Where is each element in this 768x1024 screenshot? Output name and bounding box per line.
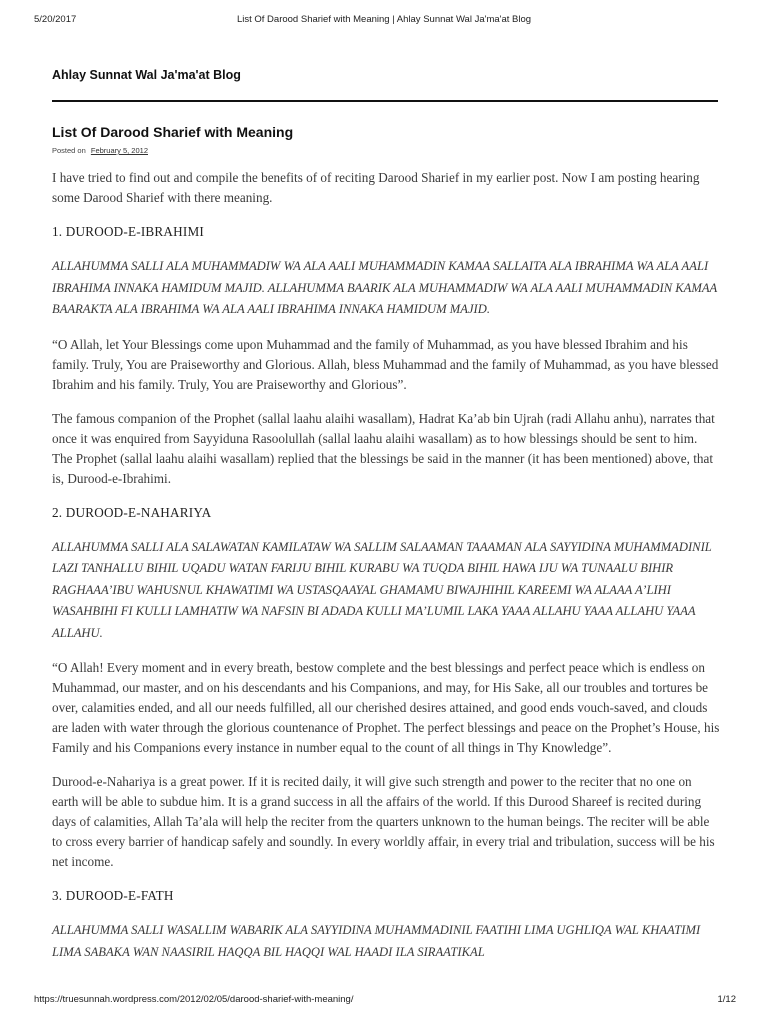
print-page-title: List Of Darood Sharief with Meaning | Ahlay Sunnat Wal Ja'ma'at Blog bbox=[236, 14, 532, 25]
section-3-arabic: ALLAHUMMA SALLI WASALLIM WABARIK ALA SAYYIDINA MUHAMMADINIL FAATIHI LIMA UGHLIQA WAL KHAATIMI LIMA SABAKA WAN NAASIRIL HAQQA BIL HAQQI WAL HAADI ILA SIRAATIKAL bbox=[52, 923, 701, 959]
intro-paragraph: I have tried to find out and compile the benefits of of reciting Darood Sharief in my earlier post. Now I am posting hearing some Darood Sharief with there meaning. bbox=[52, 170, 700, 205]
posted-on-label: Posted on bbox=[52, 146, 86, 155]
section-2-note: Durood-e-Nahariya is a great power. If it is recited daily, it will give such strength and power to the reciter that no one on earth will be able to subdue him. It is a grand success in all the affairs of the world. If this Durood Shareef is recited during days of calamities, Allah Ta’ala will help the reciter from the quarters unknown to the human beings. The reciter will be able to cross every barrier of handicap safely and soundly. In every worldly affair, in every trial and tribulation, success will be his net income. bbox=[52, 774, 715, 869]
section-2-arabic: ALLAHUMMA SALLI ALA SALAWATAN KAMILATAW WA SALLIM SALAAMAN TAAAMAN ALA SAYYIDINA MUHAMMADINIL LAZI TANHALLU BIHIL UQADU WATAN FARIJU BIHIL KURABU WA TUQDA BIHIL HAWA IJU WA TUNAALU BIHIR RAGHAAA’IBU WAHUSNUL KHAWATIMI WA USTASQAAYAL GHAMAMU BIWAJHIHIL KAREEMI WA ALAAA A’LIHI WASAHBIHI FI KULLI LAMHATIW WA NAFSIN BI ADADA KULLI MA’LUMIL LAKA YAAA ALLAHU YAAA ALLAHU YAAA ALLAHU. bbox=[52, 539, 712, 640]
print-footer bbox=[0, 994, 768, 1008]
post-title[interactable]: List Of Darood Sharief with Meaning bbox=[52, 124, 294, 140]
section-2-translation: “O Allah! Every moment and in every breath, bestow complete and the best blessings and perfect peace which is endless on Muhammad, our master, and on his descendants and his Companions, and may, for His Sake, all our troubles and tortures be over, calamities ended, and all our needs fulfilled, all our cherished desires attained, and good ends vouch-saved, and clouds are laden with water through the glorious countenance of Prophet. The perfect blessings and peace on the Prophet’s House, his Family and his Companions every instance in number equal to the count of all things in Thy Knowledge”. bbox=[52, 660, 720, 755]
post-meta bbox=[52, 146, 720, 155]
section-1-translation: “O Allah, let Your Blessings come upon Muhammad and the family of Muhammad, as you have blessed Ibrahim and his family. Truly, You are Praiseworthy and Glorious. Allah, bless Muhammad and the family of Muhammad, as you have blessed Ibrahim and his family. Truly, You are Praiseworthy and Glorious”. bbox=[52, 336, 719, 392]
section-1-arabic: ALLAHUMMA SALLI ALA MUHAMMADIW WA ALA AALI MUHAMMADIN KAMAA SALLAITA ALA IBRAHIMA WA ALA AALI IBRAHIMA INNAKA HAMIDUM MAJID. ALLAHUMMA BAARIK ALA MUHAMMADIW WA ALA AALI MUHAMMADIN KAMAA BAARAKTA ALA IBRAHIMA WA ALA AALI IBRAHIMA INNAKA HAMIDUM MAJID. bbox=[52, 259, 717, 316]
print-url: https://truesunnah.wordpress.com/2012/02/05/darood-sharief-with-meaning/ bbox=[34, 994, 354, 1005]
print-date: 5/20/2017 bbox=[34, 14, 77, 25]
page-number: 1/12 bbox=[717, 994, 736, 1005]
section-heading-3: 3. DUROOD-E-FATH bbox=[52, 888, 174, 903]
section-heading-2: 2. DUROOD-E-NAHARIYA bbox=[52, 504, 212, 520]
post-content bbox=[52, 124, 720, 977]
post-date-link[interactable]: February 5, 2012 bbox=[90, 146, 148, 155]
section-1-note: The famous companion of the Prophet (sallal laahu alaihi wasallam), Hadrat Ka’ab bin Ujrah (radi Allahu anhu), narrates that once it was enquired from Sayyiduna Rasoolullah (sallal laahu alaihi wasallam) as to how blessings should be sent to him. The Prophet (sallal laahu alaihi wasallam) replied that the blessings be said in the manner (it has been mentioned) above, that is, Durood-e-Ibrahimi. bbox=[52, 410, 715, 486]
header-divider bbox=[52, 100, 718, 102]
blog-title[interactable]: Ahlay Sunnat Wal Ja'ma'at Blog bbox=[52, 68, 241, 82]
section-heading-1: 1. DUROOD-E-IBRAHIMI bbox=[52, 224, 204, 239]
print-header bbox=[0, 14, 768, 28]
